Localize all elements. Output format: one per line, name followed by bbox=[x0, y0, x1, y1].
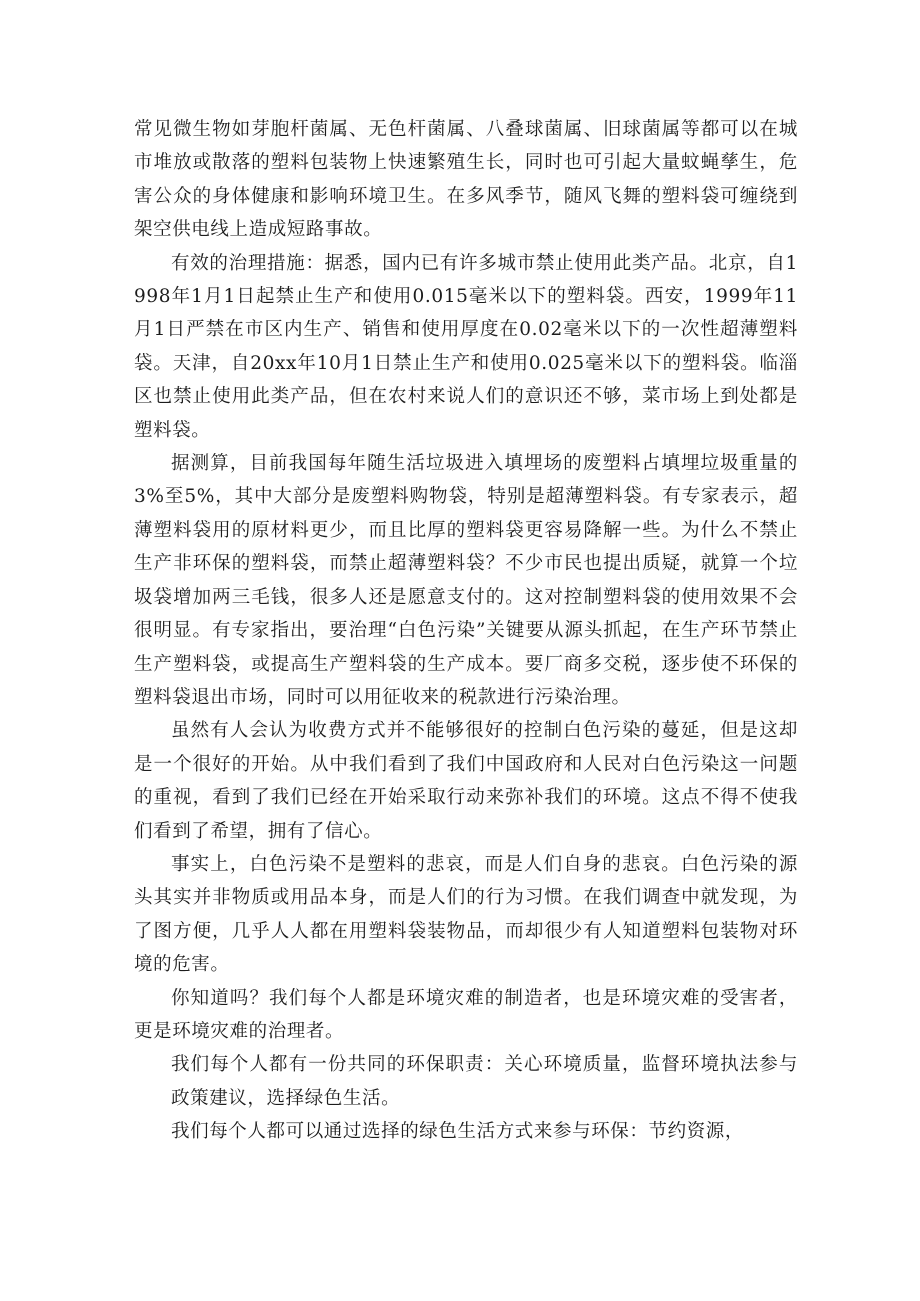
paragraph-do-you-know: 你知道吗？我们每个人都是环境灾难的制造者，也是环境灾难的受害者，更是环境灾难的治理者。 bbox=[134, 987, 798, 1042]
paragraph-estimate-expert-views: 据测算，目前我国每年随生活垃圾进入填埋场的废塑料占填埋垃圾重量的3%至5%，其中大部分是废塑料购物袋，特别是超薄塑料袋。有专家表示，超薄塑料袋用的原材料更少，而且比厚的塑料袋更容易降解一些。为什么不禁止生产非环保的塑料袋，而禁止超薄塑料袋？不少市民也提出质疑，就算一个垃圾袋增加两三毛钱，很多人还是愿意支付的。这对控制塑料袋的使用效果不会很明显。有专家指出，要治理“白色污染”关键要从源头抓起，在生产环节禁止生产塑料袋，或提高生产塑料袋的生产成本。要厂商多交税，逐步使不环保的塑料袋退出市场，同时可以用征收来的税款进行污染治理。 bbox=[134, 453, 798, 708]
paragraph-charging-good-start: 虽然有人会认为收费方式并不能够很好的控制白色污染的蔓延，但是这却是一个很好的开始。从中我们看到了我们中国政府和人民对白色污染这一问题的重视，看到了我们已经在开始采取行动来弥补我们的环境。这点不得不使我们看到了希望，拥有了信心。 bbox=[134, 720, 798, 842]
paragraph-shared-responsibility: 我们每个人都有一份共同的环保职责：关心环境质量，监督环境执法参与政策建议，选择绿色生活。 bbox=[171, 1054, 798, 1109]
paragraph-microbes-hazard: 常见微生物如芽胞杆菌属、无色杆菌属、八叠球菌属、旧球菌属等都可以在城市堆放或散落的塑料包装物上快速繁殖生长，同时也可引起大量蚊蝇孳生，危害公众的身体健康和影响环境卫生。在多风季节，随风飞舞的塑料袋可缠绕到架空供电线上造成短路事故。 bbox=[134, 119, 798, 241]
document-body bbox=[134, 113, 798, 1149]
paragraph-human-habits: 事实上，白色污染不是塑料的悲哀，而是人们自身的悲哀。白色污染的源头其实并非物质或用品本身，而是人们的行为习惯。在我们调查中就发现，为了图方便，几乎人人都在用塑料袋装物品，而却很少有人知道塑料包装物对环境的危害。 bbox=[134, 853, 798, 976]
paragraph-green-lifestyle: 我们每个人都可以通过选择的绿色生活方式来参与环保：节约资源， bbox=[171, 1121, 745, 1143]
paragraph-governance-measures: 有效的治理措施：据悉，国内已有许多城市禁止使用此类产品。北京，自1998年1月1日起禁止生产和使用0.015毫米以下的塑料袋。西安，1999年11月1日严禁在市区内生产、销售和使用厚度在0.02毫米以下的一次性超薄塑料袋。天津，自20xx年10月1日禁止生产和使用0.025毫米以下的塑料袋。临淄区也禁止使用此类产品，但在农村来说人们的意识还不够，菜市场上到处都是塑料袋。 bbox=[134, 252, 798, 441]
